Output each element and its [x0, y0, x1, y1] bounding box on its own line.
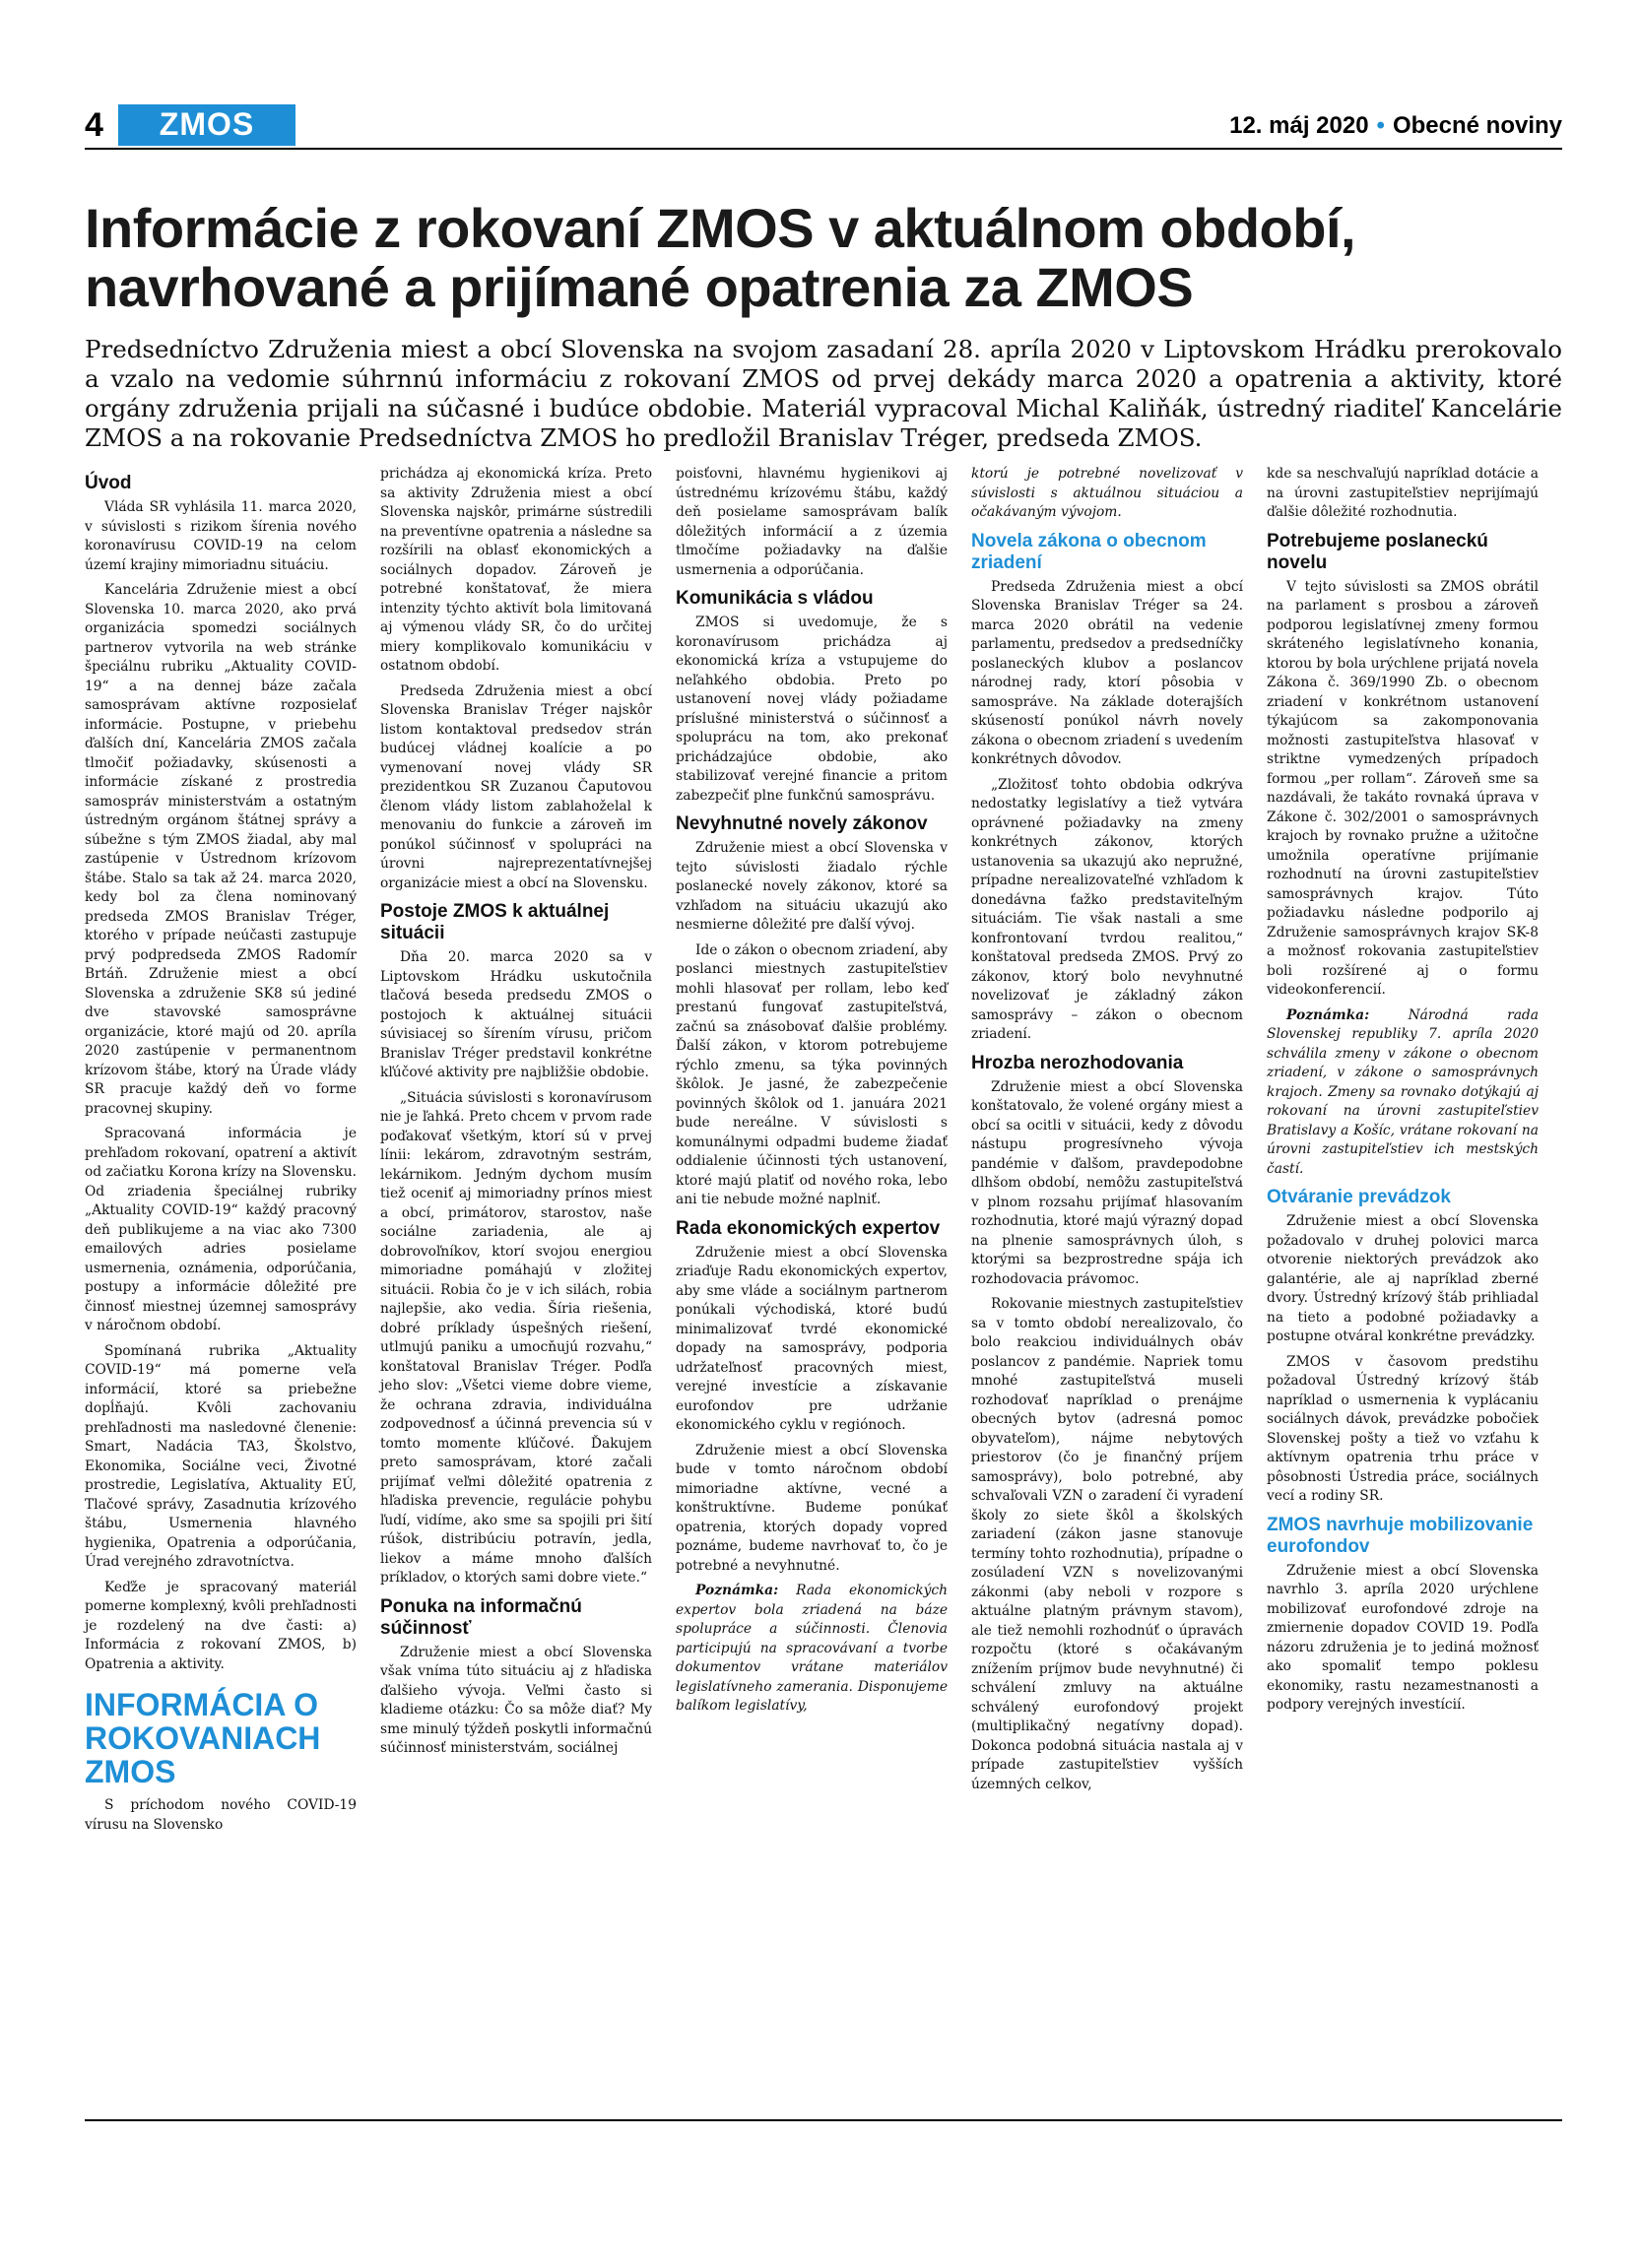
column-5	[1267, 465, 1539, 1721]
header-rule	[85, 148, 1562, 150]
section-heading: Otváranie prevádzok	[1267, 1187, 1451, 1207]
article-lead: Predsedníctvo Združenia miest a obcí Slovenska na svojom zasadaní 28. apríla 2020 v Liptovskom Hrádku prerokovalo a vzalo na vedomie súhrnnú informáciu z rokovaní ZMOS od prvej dekády marca 2020 a opatrenia a aktivity, ktoré orgány združenia prijali na súčasné i budúce obdobie. Materiál vypracoval Michal Kaliňák, ústredný riaditeľ Kancelárie ZMOS a na rokovanie Predsedníctva ZMOS ho predložil Branislav Tréger, predseda ZMOS.	[85, 335, 1562, 452]
paragraph: Združenie miest a obcí Slovenska požadovalo v druhej polovici marca otvorenie niektorých prevádzok ako galantérie, ale aj napríklad zberné dvory. Ústredný krízový štáb prihliadal na tieto a podobné požiadavky a postupne otváral konkrétne prevádzky.	[1267, 1213, 1539, 1344]
note-label: Poznámka:	[1286, 1006, 1370, 1023]
paragraph: Keďže je spracovaný materiál pomerne komplexný, kvôli prehľadnosti je rozdelený na dve časti: a) Informácia z rokovaní ZMOS, b) Opatrenia a aktivity.	[85, 1579, 357, 1672]
paragraph: Vláda SR vyhlásila 11. marca 2020, v súvislosti s rizikom šírenia nového koronavírusu COVID-19 na celom území krajiny mimoriadnu situáciu.	[85, 499, 357, 573]
section-heading: Ponuka na informačnú súčinnosť	[380, 1595, 582, 1639]
paragraph: Rokovanie miestnych zastupiteľstiev sa v tomto období nerealizovalo, čo bolo reakciou individuálnych obáv poslancov z pandémie. Napriek tomu mnohé zastupiteľstvá museli rozhodovať napríklad o prenájme obecných bytov (adresná pomoc obyvateľom), nájme nebytových priestorov (čo je finančný príjem samosprávy), bolo potrebné, aby schvaľovali VZN o zaradení či vyradení školy zo siete škôl a školských zariadení (zákon jasne stanovuje termíny tohto rozhodnutia), prípadne o zosúladení VZN s novelizovanými zákonmi (aby neboli v rozpore s aktuálne platným právnym stavom), ale tiež nemohli rozhodnúť o úpravách rozpočtu (ktoré s očakávaným znížením príjmov bude nevyhnutné) či schválení zmluvy na aktuálne schválený eurofondový projekt (multiplikačný negatívny dopad). Dokonca podobná situácia nastala aj v prípade zastupiteľstiev vyšších územných celkov,	[971, 1296, 1243, 1792]
paragraph: Združenie miest a obcí Slovenska konštatovalo, že volené orgány miest a obcí sa ocitli v situácii, kedy z dôvodu nástupu progresívneho vývoja pandémie v ďalšom, pravdepodobne dlhšom období, nemôžu zastupiteľstvá v plnom rozsahu prijímať hlasovaním rozhodnutia, ktoré majú výrazný dopad na plnenie samosprávnych úloh, s ktorými sa bezprostredne spája ich rozhodovacia právomoc.	[971, 1078, 1243, 1287]
column-3	[676, 465, 948, 1722]
paragraph: ZMOS si uvedomuje, že s koronavírusom prichádza aj ekonomická kríza a vstupujeme do neľahkého obdobia. Preto po ustanovení novej vlády požiadame príslušné ministerstvá o súčinnosť a spoluprácu na tom, ako prekonať prichádzajúce obdobie, ako stabilizovať verejné financie a pritom zabezpečiť plne funkčnú samosprávu.	[676, 615, 948, 804]
column-2	[380, 465, 652, 1765]
paragraph: Predseda Združenia miest a obcí Slovenska Branislav Tréger najskôr listom kontaktoval predsedov strán budúcej vládnej koalície a po vymenovaní novej vlády SR prezidentkou SR Zuzanou Čaputovou členom vlády listom zablahoželal k menovaniu do funkcie a zároveň im ponúkol súčinnosť v spolupráci na úrovni najreprezentatívnejšej organizácie miest a obcí na Slovensku.	[380, 682, 652, 891]
paragraph: Dňa 20. marca 2020 sa v Liptovskom Hrádku uskutočnila tlačová beseda predsedu ZMOS o postojoch k aktuálnej situácii súvisiacej so šírením vírusu, pričom Branislav Tréger predstavil konkrétne kľúčové aktivity pre najbližšie obdobie.	[380, 949, 652, 1080]
paragraph: Združenie miest a obcí Slovenska zriaďuje Radu ekonomických expertov, aby sme vláde a sociálnym partnerom ponúkali východiská, ktoré budú minimalizovať tvrdé ekonomické dopady na samosprávy, podporia udržateľnosť pracovných miest, verejné investície a získavanie eurofondov pre udržanie ekonomického cyklu v regiónoch.	[676, 1244, 948, 1433]
page-number: 4	[85, 106, 103, 144]
section-heading: Úvod	[85, 473, 132, 493]
section-heading: Komunikácia s vládou	[676, 588, 874, 609]
paragraph: Združenie miest a obcí Slovenska navrhlo 3. apríla 2020 urýchlene mobilizovať eurofondové zdroje na zmiernenie dopadov COVID 19. Podľa názoru združenia je to jediná možnosť ako spomaliť tempo poklesu ekonomiky, rastu nezamestnanosti a podpory verejných investícií.	[1267, 1562, 1539, 1713]
footer-rule	[85, 2119, 1562, 2121]
brand-badge	[118, 104, 295, 146]
paragraph: kde sa neschvaľujú napríklad dotácie a na úrovni zastupiteľstiev neprijímajú ďalšie dôležité rozhodnutia.	[1267, 466, 1539, 520]
paragraph: poisťovni, hlavnému hygienikovi aj ústrednému krízovému štábu, každý deň posielame samosprávam balík dôležitých informácií a z územia tlmočíme požiadavky na ďalšie usmernenia a odporúčania.	[676, 466, 948, 578]
section-heading: Nevyhnutné novely zákonov	[676, 813, 928, 834]
note-text: Národná rada Slovenskej republiky 7. apríla 2020 schválila zmeny v zákone o obecnom zriadení, v zákone o samosprávnych krajoch. Zmeny sa rovnako dotýkajú aj rokovaní na úrovni zastupiteľstiev Bratislavy a Košíc, vrátane rokovaní na úrovni zastupiteľstiev ich mestských častí.	[1267, 1006, 1539, 1177]
note-continuation: ktorú je potrebné novelizovať v súvislosti s aktuálnou situáciou a očakávaným vývojom.	[971, 466, 1243, 520]
paragraph: S príchodom nového COVID-19 vírusu na Slovensko	[85, 1797, 357, 1833]
paragraph: „Zložitosť tohto obdobia odkrýva nedostatky legislatívy a tiež vytvára oprávnené požiadavky na zmeny konkrétnych zákonov, ktorých ustanovenia sa ukazujú ako nepružné, prípadne nerealizovateľné vzhľadom k donedávna ťažko predstaviteľným situáciám. Tie však nastali a sme konfrontovaní tvrdou realitou,“ konštatoval predseda ZMOS. Prvý zo zákonov, ktorý bolo nevyhnutné novelizovať je základný zákon samosprávy – zákon o obecnom zriadení.	[971, 776, 1243, 1042]
paragraph: prichádza aj ekonomická kríza. Preto sa aktivity Združenia miest a obcí Slovenska najskôr, primárne sústredili na preventívne opatrenia a následne sa rozšírili na oblasť ekonomických a sociálnych dopadov. Zároveň je potrebné konštatovať, že miera intenzity týchto aktivít bola limitovaná aj výmenou vlády SR, čo do určitej miery komplikovalo komunikáciu v ostatnom období.	[380, 466, 652, 674]
section-heading: Novela zákona o obecnom zriadení	[971, 530, 1207, 573]
section-heading: Rada ekonomických expertov	[676, 1217, 941, 1239]
section-heading: Potrebujeme poslaneckú novelu	[1267, 530, 1488, 573]
paragraph: Združenie miest a obcí Slovenska však vníma túto situáciu aj z hľadiska ďalšieho vývoja. Veľmi často si kladieme otázku: Čo sa môže diať? My sme minulý týždeň poskytli informačnú súčinnosť ministerstvám, sociálnej	[380, 1644, 652, 1756]
section-heading: Postoje ZMOS k aktuálnej situácii	[380, 901, 610, 943]
section-heading: ZMOS navrhuje mobilizovanie eurofondov	[1267, 1514, 1534, 1557]
note	[676, 1582, 948, 1717]
note-label: Poznámka:	[695, 1583, 779, 1598]
note-text: Rada ekonomických expertov bola zriadená na báze spolupráce a súčinnosti. Členovia participujú na spracovávaní a tvorbe dokumentov vrátane materiálov legislatívneho zamerania. Disponujeme balíkom legislatívy,	[676, 1583, 949, 1714]
paragraph: Združenie miest a obcí Slovenska v tejto súvislosti žiadalo rýchle poslanecké novely zákonov, ktoré sa vzhľadom na situáciu ukazujú ako nesmierne dôležité pre ďalší vývoj.	[676, 840, 948, 933]
paragraph: Ide o zákon o obecnom zriadení, aby poslanci miestnych zastupiteľstiev mohli hlasovať per rollam, lebo keď prestanú fungovať zastupiteľstvá, začnú sa znásobovať ďalšie problémy. Ďalší zákon, v ktorom potrebujeme rýchlo zmenu, sa týka povinných škôlok. Je jasné, že zabezpečenie povinných škôlok od 1. januára 2021 bude nereálne. V súvislosti s komunálnymi odpadmi budeme žiadať oddialenie účinnosti tých ustanovení, ktoré majú platiť od nového roka, lebo ani tie nebude možné naplniť.	[676, 941, 948, 1207]
paragraph: ZMOS v časovom predstihu požadoval Ústredný krízový štáb napríklad o usmernenia k vyplácaniu sociálnych dávok, prevádzke pobočiek Slovenskej pošty a tiež vo vzťahu k aktívnym opatrenia trhu práce v pôsobnosti Ústredia práce, sociálnych vecí a rodiny SR.	[1267, 1353, 1539, 1504]
article-headline: Informácie z rokovaní ZMOS v aktuálnom období, navrhované a prijímané opatrenia za ZMOS	[85, 197, 1356, 318]
column-1	[85, 465, 357, 1841]
publication-name: Obecné noviny	[1392, 112, 1562, 139]
note	[1267, 1006, 1539, 1180]
brand-label: ZMOS	[159, 106, 255, 142]
paragraph: Kancelária Združenie miest a obcí Slovenska 10. marca 2020, ako prvá organizácia spomedzi sociálnych partnerov vytvorila na web stránke špeciálnu rubriku „Aktuality COVID-19“ a na dennej báze začala samosprávam aktívne rozposielať informácie. Postupne, v priebehu ďalších dní, Kancelária ZMOS začala tlmočiť požiadavky, skúsenosti a informácie získané z prostredia samospráv ministerstvám a ostatným ústredným orgánom štátnej správy a súbežne s tým ZMOS žiadal, aby mal zastúpenie v Ústrednom krízovom štábe. Stalo sa tak až 24. marca 2020, kedy bol za člena nominovaný predseda ZMOS Branislav Tréger, ktorého v prípade neúčasti zastupuje prvý podpredseda ZMOS Radomír Brtáň. Združenie miest a obcí Slovenska a združenie SK8 sú jediné dve stavovské samosprávne organizácie, ktoré majú od 20. apríla 2020 zastúpenie v permanentnom krízovom štábe, ktorý na Úrade vlády SR pracuje každý deň vo forme pracovnej skupiny.	[85, 582, 357, 1117]
section-heading-large: INFORMÁCIA O ROKOVANIACH ZMOS	[85, 1687, 321, 1789]
paragraph: Spracovaná informácia je prehľadom rokovaní, opatrení a aktivít od začiatku Korona krízy na Slovensku. Od zriadenia špeciálnej rubriky „Aktuality COVID-19“ každý pracovný deň publikujeme a na viac ako 7300 emailových adries posielame usmernenia, oznámenia, odporúčania, postupy a informácie dôležité pre činnosť miestnej územnej samosprávy v náročnom období.	[85, 1126, 357, 1333]
issue-info	[1229, 112, 1562, 140]
paragraph: V tejto súvislosti sa ZMOS obrátil na parlament s prosbou a zároveň podporou legislatívnej zmeny formou skráteného legislatívneho konania, ktorou by bola urýchlene prijatá novela Zákona č. 369/1990 Zb. o obecnom zriadení v konkrétnom ustanovení týkajúcom sa zakomponovania možnosti zastupiteľstva hlasovať v striktne vymedzených prípadoch formou „per rollam“. Zároveň sme sa nazdávali, že takáto rovnaká úprava v Zákone č. 302/2001 o samosprávnych krajoch by rovnako pružne a užitočne umožnila operatívne prijímanie rozhodnutí na úrovni zastupiteľstiev samosprávnych krajov. Túto požiadavku následne podporilo aj Združenie samosprávnych krajov SK-8 a možnosť rokovania zastupiteľstiev boli rozšírené aj o formu videokonferencií.	[1267, 578, 1539, 998]
paragraph: Predseda Združenia miest a obcí Slovenska Branislav Tréger sa 24. marca 2020 obrátil na vedenie parlamentu, predsedov a predsedníčky poslaneckých klubov a poslancov národnej rady, ktorí pôsobia v samospráve. Na základe doterajších skúseností ponúkol návrh novely zákona o obecnom zriadení s uvedením konkrétnych dôvodov.	[971, 578, 1243, 767]
paragraph: Združenie miest a obcí Slovenska bude v tomto náročnom období mimoriadne aktívne, vecné a konštruktívne. Budeme ponúkať opatrenia, ktorých dopady vopred poznáme, budeme navrhovať to, čo je potrebné a nevyhnutné.	[676, 1442, 948, 1574]
issue-date: 12. máj 2020	[1229, 112, 1369, 139]
paragraph: Spomínaná rubrika „Aktuality COVID-19“ má pomerne veľa informácií, ktoré sa priebežne dopĺňajú. Kvôli zachovaniu prehľadnosti ma nasledovné členenie: Smart, Nadácia TA3, Školstvo, Ekonomika, Sociálne veci, Životné prostredie, Legislatíva, Aktuality EÚ, Tlačové správy, Zasadnutia krízového štábu, Usmernenia hlavného hygienika, Opatrenia a odporúčania, Úrad verejného zdravotníctva.	[85, 1342, 357, 1570]
issue-separator: •	[1376, 112, 1385, 139]
page-header	[85, 104, 1562, 154]
section-heading: Hrozba nerozhodovania	[971, 1052, 1184, 1073]
paragraph: „Situácia súvislosti s koronavírusom nie je ľahká. Preto chcem v prvom rade poďakovať všetkým, ktorí sú v prvej línii: lekárom, zdravotným sestrám, lekárnikom. Jedným dychom musím tiež oceniť aj mimoriadny prínos miest a obcí, primátorov, starostov, naše sociálne zariadenia, ale aj dobrovoľníkov, ktorí svojou energiou mimoriadne pomáhajú v zložitej situácii. Robia čo je v ich silách, robia najlepšie, ako vedia. Šíria riešenia, dobré príklady úspešných riešení, utlmujú paniku a umocňujú rozvahu,“ konštatoval Branislav Tréger. Podľa jeho slov: „Všetci vieme dobre vieme, že ochrana zdravia, individuálna zodpovednosť a účinná prevencia sú v tomto momente kľúčové. Ďakujem preto samosprávam, ktoré začali prijímať veľmi dôležité opatrenia z hľadiska prevencie, regulácie pohybu ľudí, vidíme, ako sme sa spojili pri šití rúšok, distribúciu potravín, jedla, liekov a máme mnoho ďalších príkladov, o ktorých sami dobre viete.“	[380, 1089, 652, 1586]
column-4	[971, 465, 1243, 1800]
